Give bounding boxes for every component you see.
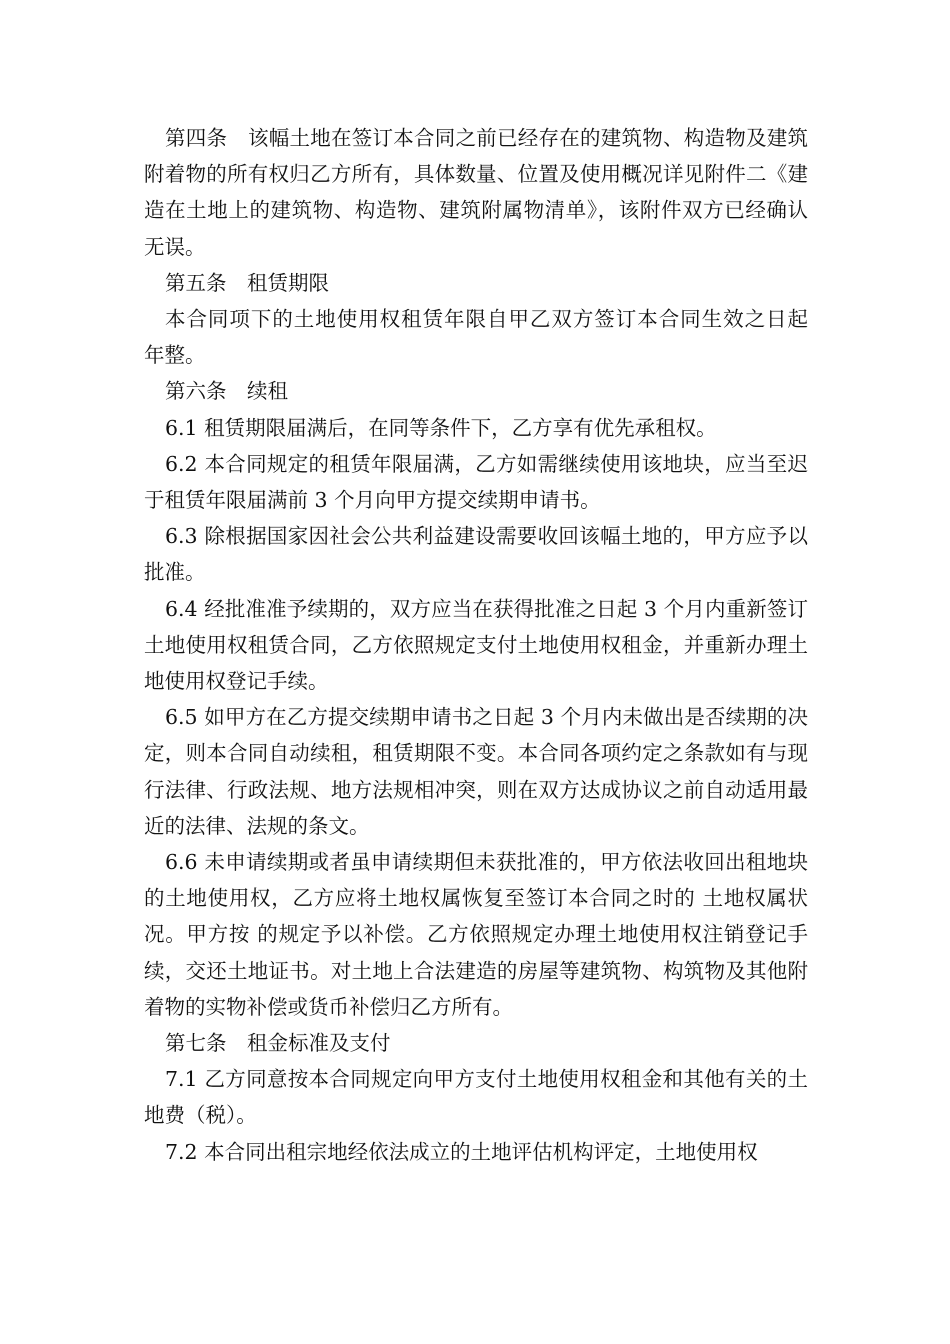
document-body	[144, 120, 829, 1170]
clause-6-2: 6.2 本合同规定的租赁年限届满，乙方如需继续使用该地块，应当至迟于租赁年限届满前 3 个月向甲方提交续期申请书。	[144, 451, 808, 513]
clause-6-4: 6.4 经批准准予续期的，双方应当在获得批准之日起 3 个月内重新签订土地使用权租赁合同，乙方依照规定支付土地使用权租金，并重新办理土地使用权登记手续。	[144, 596, 808, 694]
clause-6-1: 6.1 租赁期限届满后，在同等条件下，乙方享有优先承租权。	[165, 415, 717, 440]
article-4-paragraph: 第四条 该幅土地在签订本合同之前已经存在的建筑物、构造物及建筑附着物的所有权归乙方所有，具体数量、位置及使用概况详见附件二《建造在土地上的建筑物、构造物、建筑附属物清单》，该附件双方已经确认无误。	[144, 126, 808, 259]
article-6-heading: 第六条 续租	[165, 379, 288, 404]
clause-6-6: 6.6 未申请续期或者虽申请续期但未获批准的，甲方依法收回出租地块的土地使用权，乙方应将土地权属恢复至签订本合同之时的 土地权属状况。甲方按 的规定予以补偿。乙方依照规定办理土地使用权注销登记手续，交还土地证书。对土地上合法建造的房屋等建筑物、构筑物及其他附着物的实物补偿或货币补偿归乙方所有。	[144, 850, 808, 1019]
article-5-body: 本合同项下的土地使用权租赁年限自甲乙双方签订本合同生效之日起 年整。	[144, 307, 829, 368]
article-7-heading: 第七条 租金标准及支付	[165, 1031, 391, 1056]
clause-7-2: 7.2 本合同出租宗地经依法成立的土地评估机构评定，土地使用权	[165, 1139, 758, 1164]
clause-6-3: 6.3 除根据国家因社会公共利益建设需要收回该幅土地的，甲方应予以批准。	[144, 524, 808, 585]
clause-7-1: 7.1 乙方同意按本合同规定向甲方支付土地使用权租金和其他有关的土地费（税）。	[144, 1067, 808, 1128]
article-5-heading: 第五条 租赁期限	[165, 270, 329, 295]
clause-6-5: 6.5 如甲方在乙方提交续期申请书之日起 3 个月内未做出是否续期的决定，则本合同自动续租，租赁期限不变。本合同各项约定之条款如有与现行法律、行政法规、地方法规相冲突，则在双方达成协议之前自动适用最近的法律、法规的条文。	[144, 705, 808, 838]
